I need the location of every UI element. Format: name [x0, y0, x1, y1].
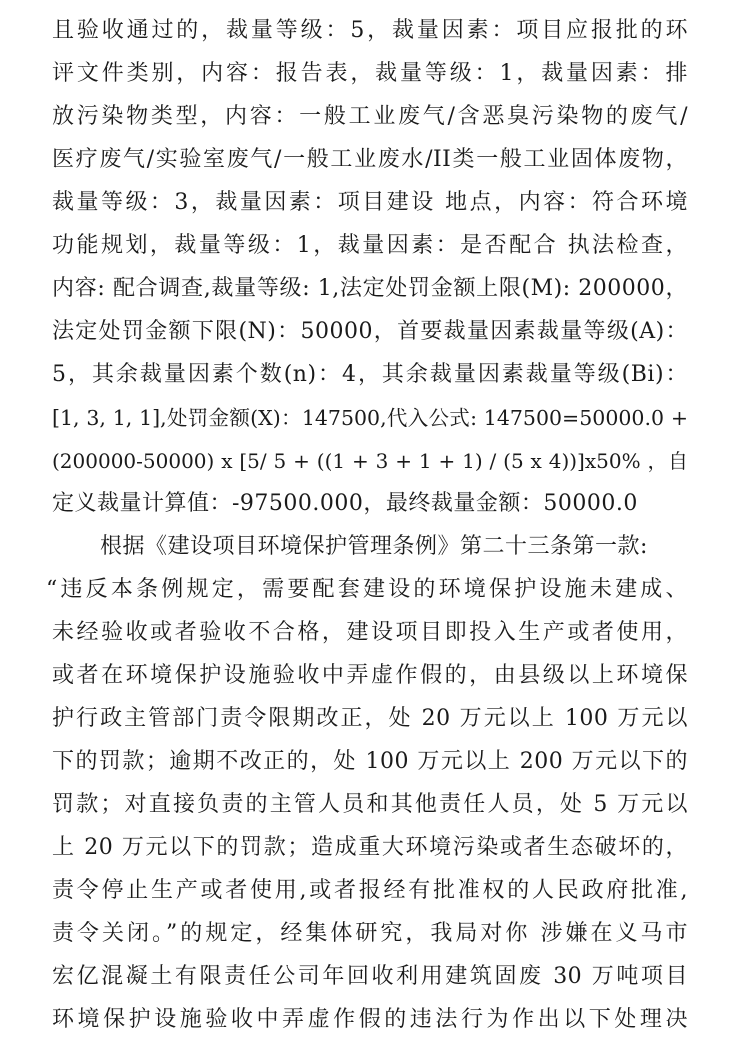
text-line-10: [1, 3, 1, 1],处罚金额(X)：147500,代入公式: 147500=50000.0 +: [52, 406, 688, 430]
text-line-14: “违反本条例规定，需要配套建设的环境保护设施未建成、: [46, 577, 688, 602]
text-line-6: 功能规划，裁量等级：1，裁量因素：是否配合 执法检查，: [52, 233, 688, 258]
text-line-16: 或者在环境保护设施验收中弄虚作假的，由县级以上环境保: [52, 663, 688, 688]
text-line-1: 且验收通过的，裁量等级：5，裁量因素：项目应报批的环: [52, 18, 688, 43]
text-line-9: 5，其余裁量因素个数(n)：4，其余裁量因素裁量等级(Bi)：: [52, 362, 688, 387]
text-line-15: 未经验收或者验收不合格，建设项目即投入生产或者使用，: [52, 620, 688, 645]
text-line-5: 裁量等级：3，裁量因素：项目建设 地点，内容：符合环境: [52, 190, 688, 215]
text-line-24: 环境保护设施验收中弄虚作假的违法行为作出以下处理决: [52, 1007, 688, 1032]
text-line-4: 医疗废气/实验室废气/一般工业废水/II类一般工业固体废物，: [52, 147, 688, 172]
text-line-13: 根据《建设项目环境保护管理条例》第二十三条第一款:: [100, 534, 648, 559]
text-line-2: 评文件类别，内容：报告表，裁量等级：1，裁量因素：排: [52, 61, 688, 86]
text-line-20: 上 20 万元以下的罚款；造成重大环境污染或者生态破坏的，: [52, 835, 688, 860]
text-line-12: 定义裁量计算值：-97500.000，最终裁量金额：50000.0: [52, 491, 638, 516]
text-line-7: 内容: 配合调查,裁量等级: 1,法定处罚金额上限(M): 200000，: [52, 276, 688, 301]
text-line-3: 放污染物类型，内容：一般工业废气/含恶臭污染物的废气/: [52, 104, 688, 129]
text-line-19: 罚款；对直接负责的主管人员和其他责任人员，处 5 万元以: [52, 792, 688, 817]
text-line-22: 责令关闭。”的规定，经集体研究，我局对你 涉嫌在义马市: [52, 921, 688, 946]
text-line-11: (200000-50000) x [5/ 5 + ((1 + 3 + 1 + 1) / (5 x 4))]x50% ，自: [52, 449, 688, 473]
text-line-21: 责令停止生产或者使用,或者报经有批准权的人民政府批准,: [52, 878, 688, 903]
text-line-23: 宏亿混凝土有限责任公司年回收利用建筑固废 30 万吨项目: [52, 964, 688, 989]
text-line-8: 法定处罚金额下限(N)：50000，首要裁量因素裁量等级(A)：: [52, 319, 688, 344]
text-line-18: 下的罚款；逾期不改正的，处 100 万元以上 200 万元以下的: [52, 749, 688, 774]
text-line-17: 护行政主管部门责令限期改正，处 20 万元以上 100 万元以: [52, 706, 688, 731]
